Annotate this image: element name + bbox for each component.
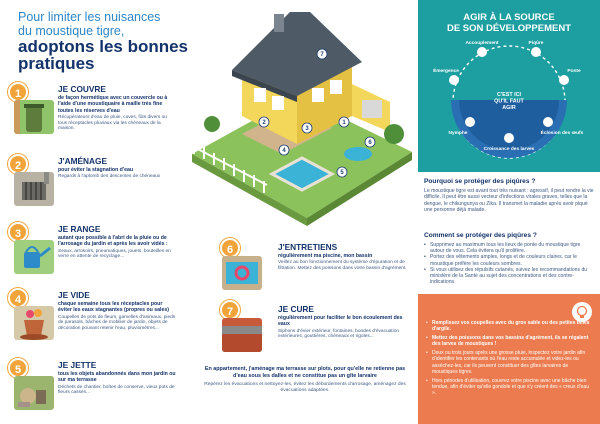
action-detail: Veillez au bon fonctionnement du système d'épuration et de filtration. Mettez des poissons dans votre bassin d'agrément. [278, 260, 407, 272]
debris-photo [14, 376, 54, 410]
life-cycle-panel [418, 0, 600, 172]
stage-bite: Piqûre [528, 41, 544, 46]
marker-7: 7 [320, 52, 324, 59]
number-badge: 6 [220, 238, 240, 258]
info-bullet: • Si vous utilisez des répulsifs cutanés, suivez les recommandations du ministère de la Santé au sujet des concentrations et des contre-indications. [424, 267, 594, 286]
action-heading: JE RANGE [58, 224, 101, 234]
action-text [58, 224, 176, 260]
action-detail: Coupelles de pots de fleurs, gamelles d'animaux, pieds de parasols, bâches de mobilier de jardin, objets de décoration pouvant retenir l'eau, pluviomètres... [58, 314, 176, 332]
cycle-title-line-1: AGIR À LA SOURCE [463, 12, 555, 23]
number-badge: 7 [220, 300, 240, 320]
apartment-detail: Repérez les évacuations et nettoyez-les, évitez les débordements d'arrosage, aménagez des évacuations adaptées. [204, 381, 406, 393]
action-store [0, 218, 175, 282]
action-lead: de façon hermétique avec un couvercle ou à l'aide d'une moustiquaire à maille très fine toutes les réserves d'eau [58, 95, 168, 114]
action-text [58, 360, 176, 396]
pool-photo [222, 256, 262, 290]
stage-mating: Accouplement [465, 41, 499, 46]
marker-4: 4 [282, 148, 286, 155]
cycle-center-line-2: QU'IL FAUT [494, 98, 524, 105]
title-line-4: pratiques [18, 54, 95, 73]
action-heading: J'AMÉNAGE [58, 156, 107, 166]
action-detail: Regards à l'aplomb des descentes de chéneaux [58, 174, 161, 180]
page-title [18, 10, 198, 72]
number-badge: 3 [8, 222, 28, 242]
action-heading: J'ENTRETIENS [278, 242, 338, 252]
marker-5: 5 [340, 170, 344, 177]
action-lead: régulièrement pour faciliter le bon écoulement des eaux [278, 315, 403, 328]
marker-6: 6 [368, 140, 372, 147]
number-badge: 4 [8, 288, 28, 308]
info-how [424, 232, 594, 285]
tip-item [426, 335, 594, 347]
info-bullet-list [424, 242, 594, 285]
action-heading: JE JETTE [58, 360, 97, 370]
action-arrange [0, 150, 175, 216]
stage-emergence: Émergence [433, 69, 459, 74]
action-discard [0, 354, 175, 422]
info-bullet: • Supprimez au maximum tous les lieux de ponte du moustique tigre autour de vous. Cela évitera qu'il prolifère. [424, 242, 594, 254]
tips-list [426, 320, 594, 399]
action-lead: pour éviter la stagnation d'eau [58, 167, 134, 173]
tip-text: Hors périodes d'utilisation, couvrez votre piscine avec une bâche bien tendue, afin d'éviter qu'elle gondole et que s'y créent des « creux d'eau ». [432, 377, 589, 396]
action-detail: Seaux, arrosoirs, pneumatiques, jouets, bouteilles en verre en attente de recyclage... [58, 248, 171, 260]
tip-text: Deux ou trois jours après une grosse pluie, inspectez votre jardin afin d'identifier les contenants où l'eau reste accumulée et videz-les ou asséchez-les, car ils peuvent constituer des gîtes larvaires de moustiques tigres. [432, 350, 586, 375]
tip-bold: Remplissez vos coupelles avec du gros sable ou des petites billes d'argile. [432, 320, 590, 333]
action-text [278, 242, 412, 272]
title-line-1: Pour limiter les nuisances [18, 10, 161, 24]
number-badge: 5 [8, 358, 28, 378]
info-paragraph-1: Le moustique tigre est avant tout très nuisant : agressif, il peut rendre la vie difficile. Il peut être aussi vecteur d'infections virales graves, telles que la dengue, le chikungunya ou Zika. Il transmet la maladie après avoir piqué une personne déjà malade. [424, 188, 594, 213]
action-text [58, 84, 176, 132]
action-lead: tous les objets abandonnés dans mon jardin ou sur ma terrasse [58, 371, 176, 384]
marker-2: 2 [262, 120, 266, 127]
tip-item [426, 320, 594, 332]
apartment-note [200, 366, 410, 394]
tip-item [426, 350, 594, 374]
stage-hatching: Éclosion des œufs [540, 131, 584, 136]
marker-1: 1 [342, 120, 346, 127]
apartment-lead: En appartement, j'aménage ma terrasse sur plots, pour qu'elle ne retienne pas d'eau sous les dalles et ne constitue pas un gîte larvaire [204, 366, 406, 379]
action-text [278, 304, 412, 340]
house-illustration [172, 4, 422, 234]
action-text [58, 156, 176, 180]
action-heading: JE CURE [278, 304, 314, 314]
cycle-diagram [418, 0, 600, 172]
title-line-2: du moustique tigre, [18, 24, 125, 38]
cycle-center-line-1: C'EST ICI [496, 92, 522, 98]
watering-can-photo [14, 240, 54, 274]
info-why [424, 178, 594, 213]
tip-bold: Mettez des poissons dans vos bassins d'agrément, ils se régalent des larves de moustiques ! [432, 335, 589, 348]
action-heading: JE COUVRE [58, 84, 106, 94]
action-clean [216, 298, 416, 362]
action-lead: régulièrement ma piscine, mon bassin [278, 253, 373, 259]
lightbulb-icon [572, 302, 592, 322]
drain-photo [14, 172, 54, 206]
action-heading: JE VIDE [58, 290, 90, 300]
stage-laying: Ponte [567, 69, 581, 74]
info-bullet: • Portez des vêtements amples, longs et de couleurs claires, car le moustique préfère les couleurs sombres. [424, 254, 594, 266]
stage-pupa: Nymphe [448, 131, 468, 136]
title-line-3: adoptons les bonnes [18, 37, 189, 56]
action-lead: autant que possible à l'abri de la pluie ou de l'arrosage du jardin et après les avoir vidés : [58, 235, 168, 248]
tip-item [426, 378, 594, 396]
cycle-title-line-2: DE SON DÉVELOPPEMENT [446, 23, 572, 34]
action-detail: Récupérateurs d'eau de pluie, cuves, fûts divers ou tous réceptacles pluviaux via les chéneaux de la maison. [58, 114, 167, 132]
gutter-photo [222, 318, 262, 352]
action-maintain [216, 236, 416, 296]
action-detail: Siphons d'évier extérieur, fontaines, bondes d'évacuation extérieures, gouttières, chéneaux et rigoles... [278, 328, 400, 340]
tips-panel [418, 294, 600, 424]
stage-larvae: Croissance des larves [483, 147, 535, 152]
action-detail: Déchets de chantier, boîtes de conserve, vieux pots de fleurs cassés... [58, 384, 175, 396]
rain-barrel-photo [14, 100, 54, 134]
marker-3: 3 [305, 126, 309, 133]
info-question-2: Comment se protéger des piqûres ? [424, 232, 537, 239]
action-text [58, 290, 176, 332]
number-badge: 1 [8, 82, 28, 102]
info-question-1: Pourquoi se protéger des piqûres ? [424, 178, 536, 185]
action-cover [0, 78, 175, 148]
number-badge: 2 [8, 154, 28, 174]
cycle-center-line-3: AGIR [502, 105, 516, 111]
action-lead: chaque semaine tous les réceptacles pour éviter les eaux stagnantes (propres ou sales) [58, 301, 169, 314]
action-empty [0, 284, 175, 352]
flower-pot-photo [14, 306, 54, 340]
